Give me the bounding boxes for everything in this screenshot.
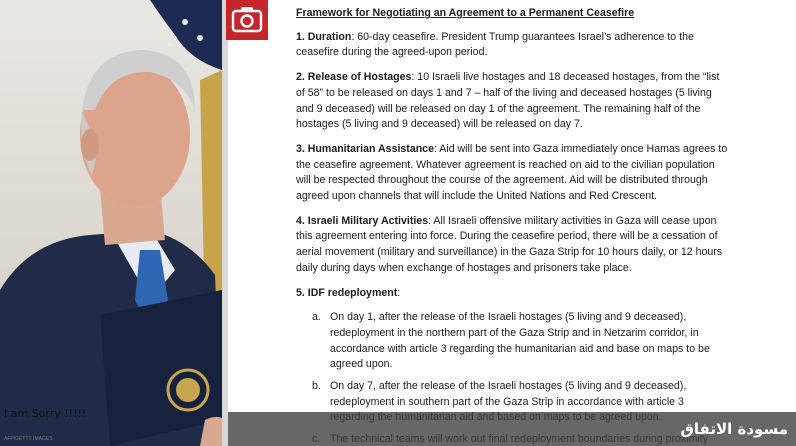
document-body xyxy=(296,6,731,446)
section-heading: 4. Israeli Military Activities xyxy=(296,214,429,227)
section-sep: : xyxy=(411,71,418,84)
section-sep: : xyxy=(351,30,358,43)
camera-icon xyxy=(226,0,268,40)
subitem-text: On day 7, after the release of the Israeli hostages (5 living and 9 deceased), redeployment in southern part of the Gaza Strip in accordance with article 3 xyxy=(330,380,687,408)
photo-caption: I am Sorry !!!!! xyxy=(4,407,87,420)
subitem-label: a. xyxy=(312,311,321,324)
photo-panel xyxy=(0,0,222,446)
gallery-badge[interactable] xyxy=(226,0,268,40)
document-title: Framework for Negotiating an Agreement to a Permanent Ceasefire xyxy=(296,7,635,19)
section-israeli-military-activities xyxy=(296,214,731,277)
person-photo xyxy=(0,0,222,446)
section-heading: 3. Humanitarian Assistance xyxy=(296,142,434,155)
section-heading: 1. Duration xyxy=(296,30,352,43)
section-sep: : xyxy=(397,286,401,299)
section-heading: 5. IDF redeployment xyxy=(296,286,398,299)
section-humanitarian-assistance xyxy=(296,142,731,205)
section-sep: : xyxy=(433,142,440,155)
section-text: 60-day ceasefire. President Trump guarantees Israel’s adherence to the ceasefire during the agreed-upon period. xyxy=(296,30,694,59)
subitem-a xyxy=(296,310,731,373)
section-text: 10 Israeli live hostages and 18 deceased hostages, from the “list of 58” to be released on days 1 and 7 – half of the living and deceased hostages (5 living and 9 deceased) will be released on day 1 of the agreement. The remaining half of the hostages (5 living and 9 deceased) will be released on day 7. xyxy=(296,71,720,131)
section-release-of-hostages xyxy=(296,70,731,133)
section-duration xyxy=(296,30,731,61)
subitem-label: b. xyxy=(312,380,321,393)
document-panel xyxy=(228,0,796,446)
overlay-title: مسودة الاتفاق xyxy=(680,420,788,438)
caption-overlay xyxy=(228,412,796,446)
section-sep: : xyxy=(428,214,434,227)
section-heading: 2. Release of Hostages xyxy=(296,71,412,84)
section-idf-redeployment xyxy=(296,286,731,302)
section-text: Aid will be sent into Gaza immediately once Hamas agrees to the ceasefire agreement. Whatever agreement is reached on aid to the civilian population will be respected throughout the course of the agreement. Aid will be distributed through agreed upon channels that will include the United Nations and Red Crescent. xyxy=(296,142,728,203)
section-text: All Israeli offensive military activities in Gaza will cease upon this agreement entering into force. During the ceasefire period, there will be a cessation of aerial movement (military and surveillance) in the Gaza Strip for 10 hours daily, or 12 hours daily during days when exchange of hostages and prisoners take place. xyxy=(296,214,723,274)
photo-credit: AFP/GETTY IMAGES xyxy=(4,436,53,442)
subitem-text: On day 1, after the release of the Israeli hostages (5 living and 9 deceased), redeployment in the northern part of the Gaza Strip and in Netzarim corridor, in accordance with article 3 regarding the humanitarian aid and base on maps to be agreed upon. xyxy=(330,311,710,371)
